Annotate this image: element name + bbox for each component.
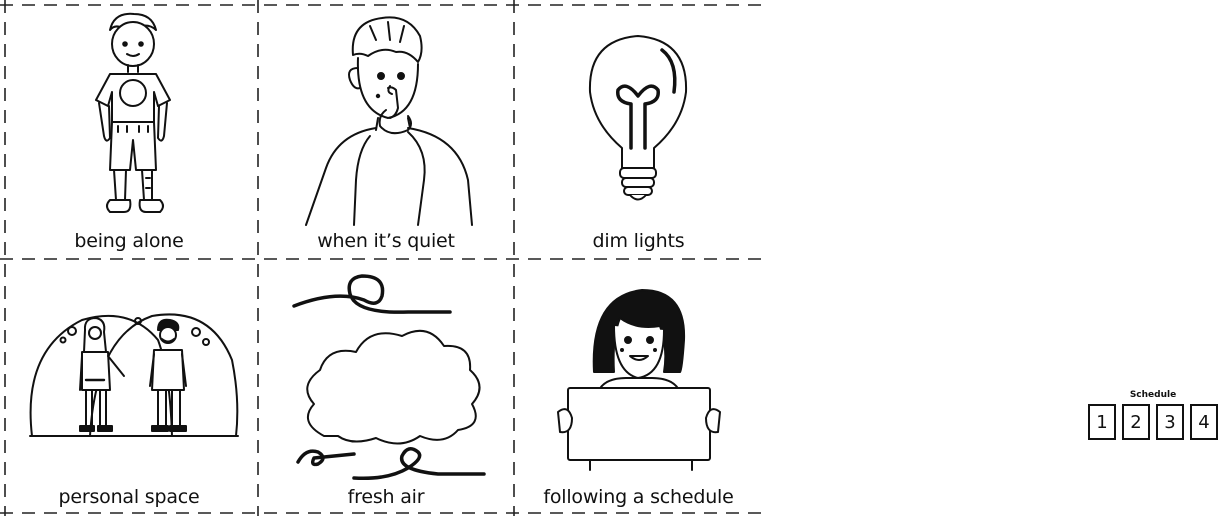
schedule-step: 1 bbox=[1088, 404, 1116, 440]
card-personal-space bbox=[0, 0, 258, 516]
card-label: being alone bbox=[74, 230, 184, 252]
wind-cloud-icon bbox=[258, 0, 514, 480]
schedule-steps bbox=[1088, 404, 1218, 440]
schedule-step: 3 bbox=[1156, 404, 1184, 440]
card-following-a-schedule bbox=[514, 0, 1210, 516]
card-fresh-air bbox=[258, 0, 514, 516]
card-label: fresh air bbox=[347, 486, 425, 508]
card-label: following a schedule bbox=[543, 486, 734, 508]
card-label: personal space bbox=[58, 486, 200, 508]
card-label: dim lights bbox=[592, 230, 685, 252]
schedule-step: 4 bbox=[1190, 404, 1218, 440]
schedule-card-title: Schedule bbox=[1129, 390, 1177, 400]
schedule-step: 2 bbox=[1122, 404, 1150, 440]
personal-space-bubbles-icon bbox=[0, 0, 258, 480]
girl-holding-schedule-icon bbox=[514, 0, 763, 480]
card-label: when it’s quiet bbox=[317, 230, 455, 252]
